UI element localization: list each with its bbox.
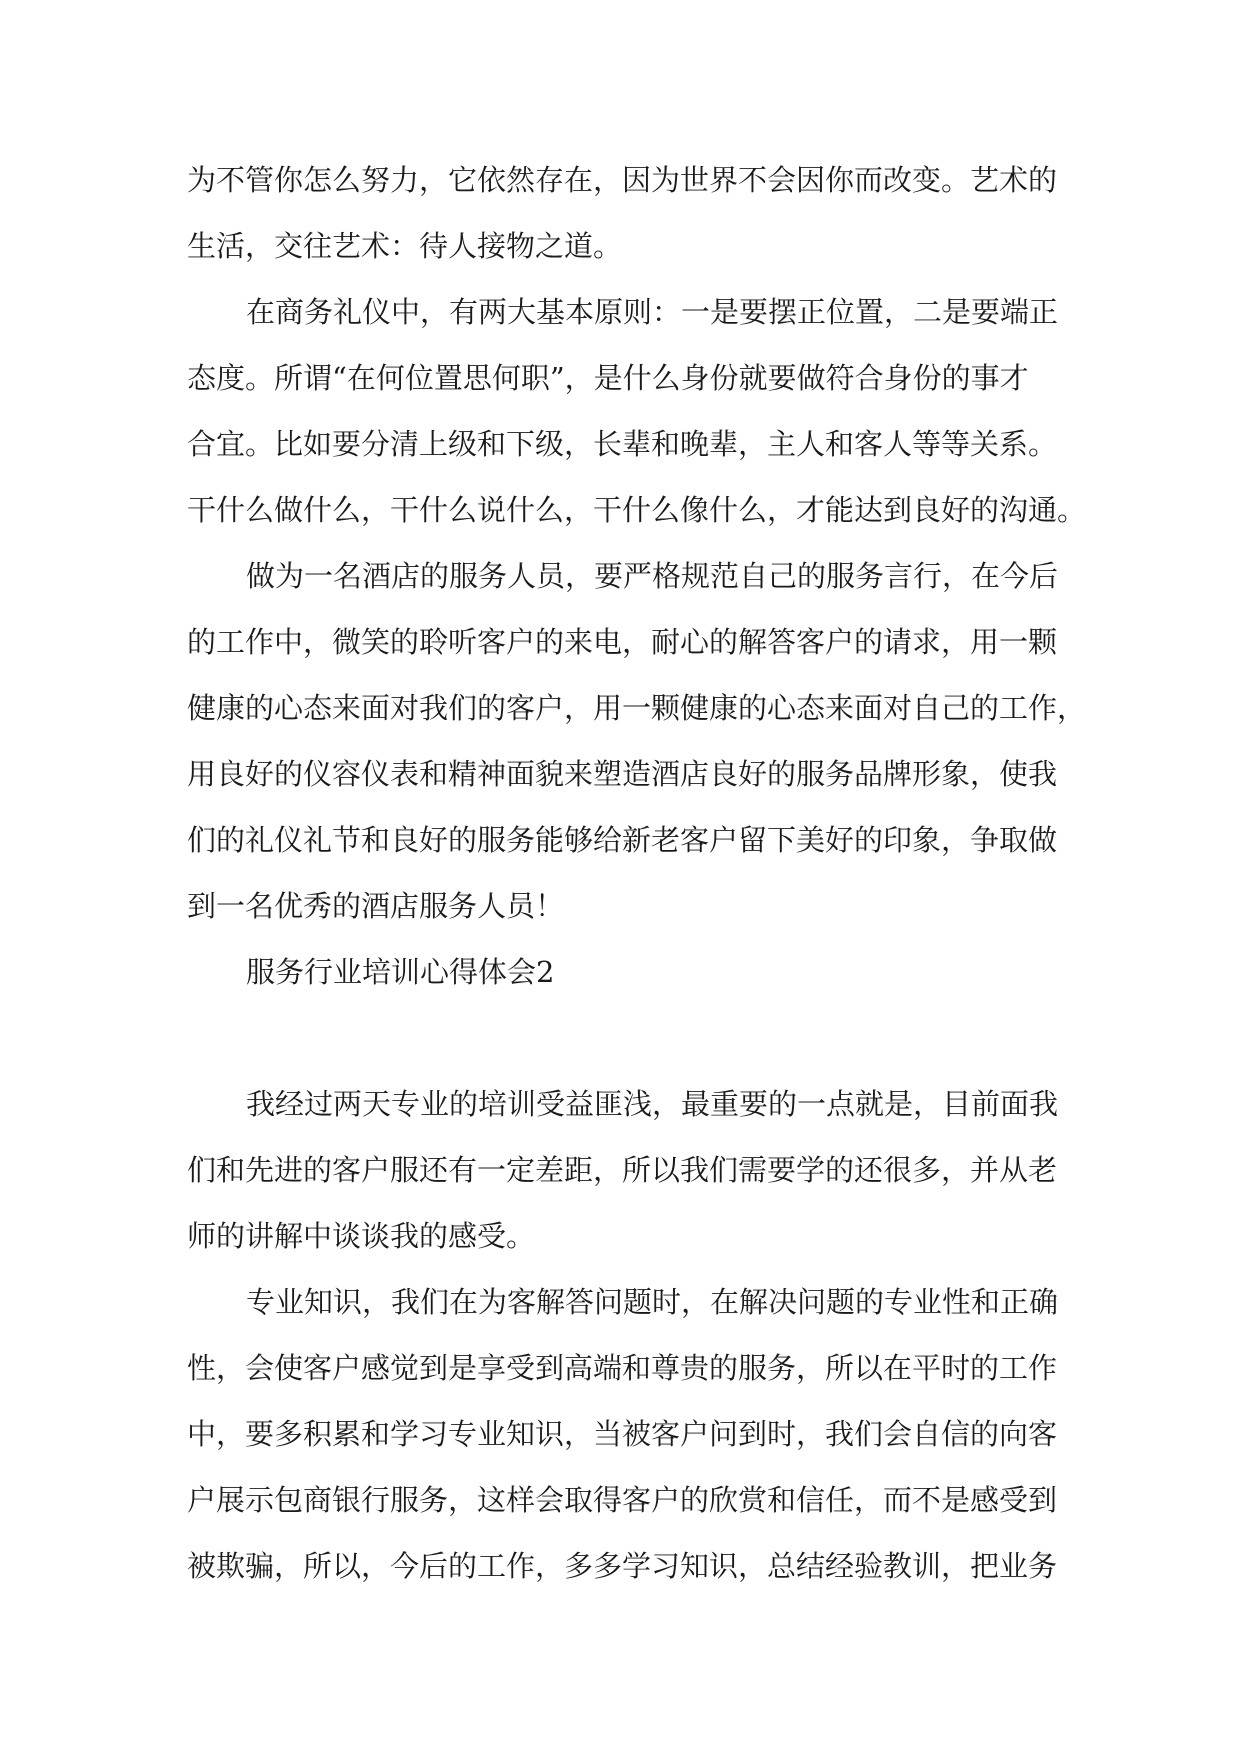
paragraph-line: 师的讲解中谈谈我的感受。 xyxy=(187,1219,536,1253)
paragraph-line: 我经过两天专业的培训受益匪浅，最重要的一点就是，目前面我 xyxy=(246,1087,1059,1121)
paragraph-line: 为不管你怎么努力，它依然存在，因为世界不会因你而改变。艺术的 xyxy=(187,163,1058,197)
paragraph-line: 专业知识，我们在为客解答问题时，在解决问题的专业性和正确 xyxy=(246,1285,1059,1319)
paragraph-line: 们的礼仪礼节和良好的服务能够给新老客户留下美好的印象，争取做 xyxy=(187,823,1058,857)
paragraph-line: 在商务礼仪中，有两大基本原则：一是要摆正位置，二是要端正 xyxy=(246,295,1059,329)
paragraph-line: 生活，交往艺术：待人接物之道。 xyxy=(187,229,623,263)
paragraph-line: 做为一名酒店的服务人员，要严格规范自己的服务言行，在今后 xyxy=(246,559,1059,593)
paragraph-line: 合宜。比如要分清上级和下级，长辈和晚辈，主人和客人等等关系。 xyxy=(187,427,1058,461)
paragraph-line: 户展示包商银行服务，这样会取得客户的欣赏和信任，而不是感受到 xyxy=(187,1483,1058,1517)
section-heading: 服务行业培训心得体会2 xyxy=(246,955,555,989)
paragraph-line: 中，要多积累和学习专业知识，当被客户问到时，我们会自信的向客 xyxy=(187,1417,1058,1451)
paragraph-line: 被欺骗，所以，今后的工作，多多学习知识，总结经验教训，把业务 xyxy=(187,1549,1058,1583)
paragraph-line: 态度。所谓“在何位置思何职”，是什么身份就要做符合身份的事才 xyxy=(187,361,1029,395)
paragraph-line: 到一名优秀的酒店服务人员！ xyxy=(187,889,565,923)
paragraph-line: 干什么做什么，干什么说什么，干什么像什么，才能达到良好的沟通。 xyxy=(187,493,1087,527)
paragraph-line: 健康的心态来面对我们的客户，用一颗健康的心态来面对自己的工作， xyxy=(187,691,1087,725)
paragraph-line: 用良好的仪容仪表和精神面貌来塑造酒店良好的服务品牌形象，使我 xyxy=(187,757,1058,791)
paragraph-line: 们和先进的客户服还有一定差距，所以我们需要学的还很多，并从老 xyxy=(187,1153,1058,1187)
paragraph-line: 的工作中，微笑的聆听客户的来电，耐心的解答客户的请求，用一颗 xyxy=(187,625,1058,659)
paragraph-line: 性，会使客户感觉到是享受到高端和尊贵的服务，所以在平时的工作 xyxy=(187,1351,1058,1385)
